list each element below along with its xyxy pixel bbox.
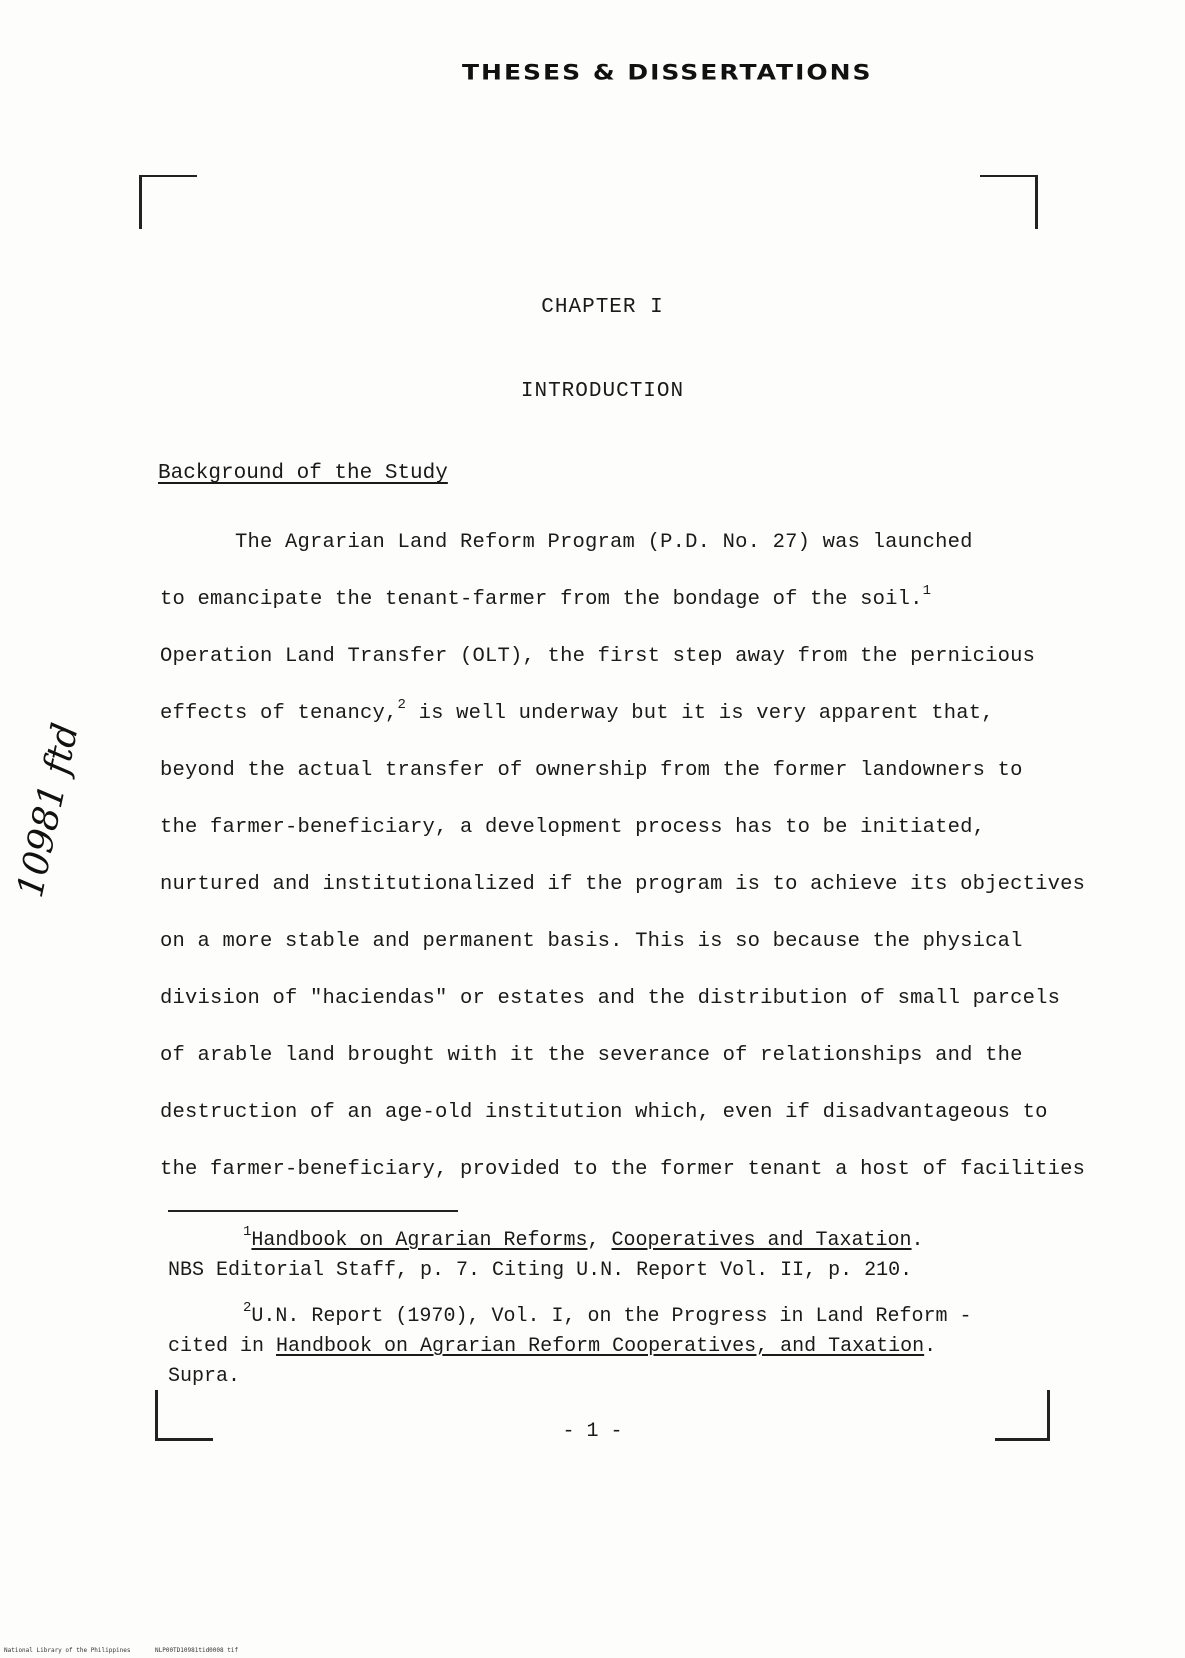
body-paragraph [160, 514, 1086, 1198]
scan-file-code: NLP00TD10981tid0008 tif [155, 1647, 239, 1654]
footnote-citation-title: Handbook on Agrarian Reform Cooperatives, and Taxation [276, 1335, 925, 1358]
footnotes [168, 1226, 1048, 1408]
chapter-heading: CHAPTER I [541, 296, 664, 319]
body-line: Operation Land Transfer (OLT), the first step away from the pernicious [160, 645, 1036, 668]
page-number: - 1 - [562, 1420, 623, 1443]
body-line: to emancipate the tenant-farmer from the bondage of the soil.$^1$ [160, 583, 932, 611]
body-line: the farmer-beneficiary, provided to the former tenant a host of facilities [160, 1158, 1086, 1181]
body-line: on a more stable and permanent basis. This is so because the physical [160, 930, 1023, 953]
body-line: effects of tenancy,$^2$ is well underway but it is very apparent that, [160, 697, 994, 725]
footnote-citation-title: Handbook on Agrarian Reforms [251, 1229, 588, 1252]
chapter-title: INTRODUCTION [520, 380, 685, 403]
body-line: division of "haciendas" or estates and the distribution of small parcels [160, 987, 1061, 1010]
body-line: of arable land brought with it the severance of relationships and the [160, 1044, 1023, 1067]
handwritten-margin-note: 10981 ftd [9, 719, 87, 902]
scan-footer-strip [0, 1645, 1185, 1658]
footnote-mark: 2 [243, 1300, 252, 1316]
footnote-mark: 1 [243, 1224, 252, 1240]
body-line: destruction of an age-old institution which, even if disadvantageous to [160, 1101, 1048, 1124]
footnote-ref: 2 [397, 697, 407, 713]
body-line: the farmer-beneficiary, a development process has to be initiated, [160, 816, 986, 839]
body-line: beyond the actual transfer of ownership from the former landowners to [160, 759, 1023, 782]
library-credit: National Library of the Philippines [4, 1647, 131, 1654]
crop-mark-top-right [980, 175, 1038, 229]
theses-dissertations-stamp: THESES & DISSERTATIONS [462, 60, 873, 85]
crop-mark-top-left [139, 175, 197, 229]
footnote-citation-title: Cooperatives and Taxation [611, 1229, 912, 1252]
body-line: nurtured and institutionalized if the program is to achieve its objectives [160, 873, 1086, 896]
footnote-ref: 1 [922, 583, 932, 599]
body-line: The Agrarian Land Reform Program (P.D. No. 27) was launched [235, 531, 973, 554]
footnote-2: $^2$U.N. Report (1970), Vol. I, on the Progress in Land Reform - cited in Handbook on Agrarian Reform Cooperatives, and Taxation. Supra. [168, 1300, 972, 1388]
section-title: Background of the Study [158, 462, 448, 485]
footnote-1: $^1$Handbook on Agrarian Reforms, Cooperatives and Taxation. NBS Editorial Staff, p. 7. Citing U.N. Report Vol. II, p. 210. [168, 1224, 924, 1282]
footnote-divider [168, 1210, 458, 1212]
